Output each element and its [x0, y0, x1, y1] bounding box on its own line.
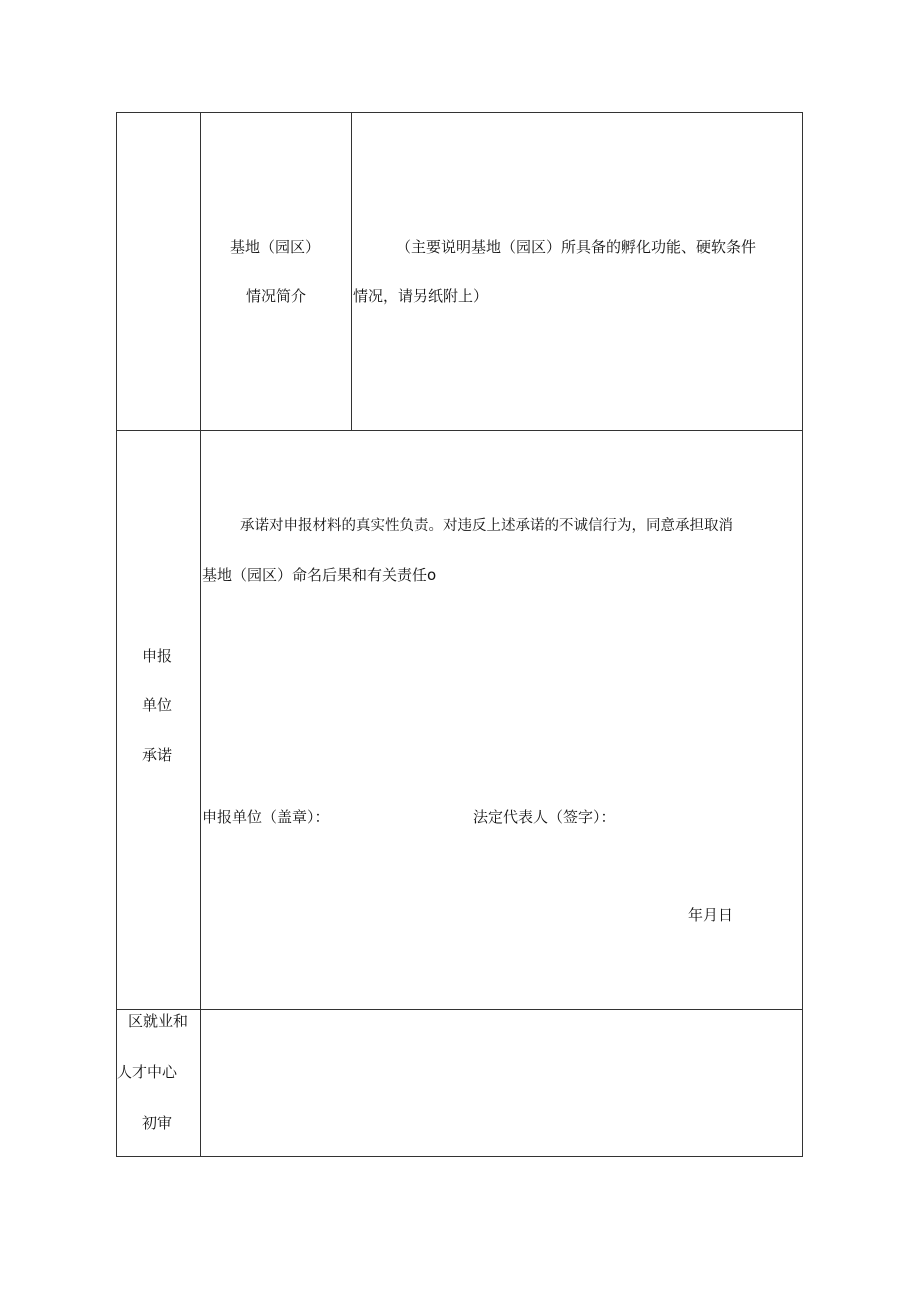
table-border-left	[116, 112, 117, 1157]
review-label-line1: 区就业和	[128, 1012, 189, 1030]
review-label-line2: 人才中心	[117, 1063, 178, 1081]
table-border-right	[802, 112, 803, 1157]
base-intro-label-line2: 情况简介	[246, 287, 307, 305]
unit-seal-label: 申报单位（盖章）：	[202, 808, 330, 826]
review-label-line3: 初审	[142, 1114, 173, 1132]
base-intro-desc-line2: 情况，请另纸附上）	[353, 287, 489, 305]
sub-column-divider	[351, 112, 352, 431]
row-divider-2	[116, 1009, 803, 1010]
base-intro-desc-line1: （主要说明基地（园区）所具备的孵化功能、硬软条件	[396, 238, 757, 256]
commitment-label-line2: 单位	[142, 696, 173, 714]
table-border-bottom	[116, 1156, 803, 1157]
commitment-text-line2: 基地（园区）命名后果和有关责任o	[202, 566, 437, 584]
legal-rep-label: 法定代表人（签字）：	[473, 808, 616, 826]
table-border-top	[116, 112, 803, 113]
commitment-label-line1: 申报	[142, 647, 173, 665]
date-label: 年月日	[688, 906, 734, 924]
commitment-text-line1: 承诺对申报材料的真实性负责。对违反上述承诺的不诚信行为，同意承担取消	[240, 518, 733, 534]
commitment-label-line3: 承诺	[142, 746, 173, 764]
base-intro-label-line1: 基地（园区）	[230, 238, 321, 256]
row-divider-1	[116, 430, 803, 431]
column-divider	[200, 112, 201, 1157]
